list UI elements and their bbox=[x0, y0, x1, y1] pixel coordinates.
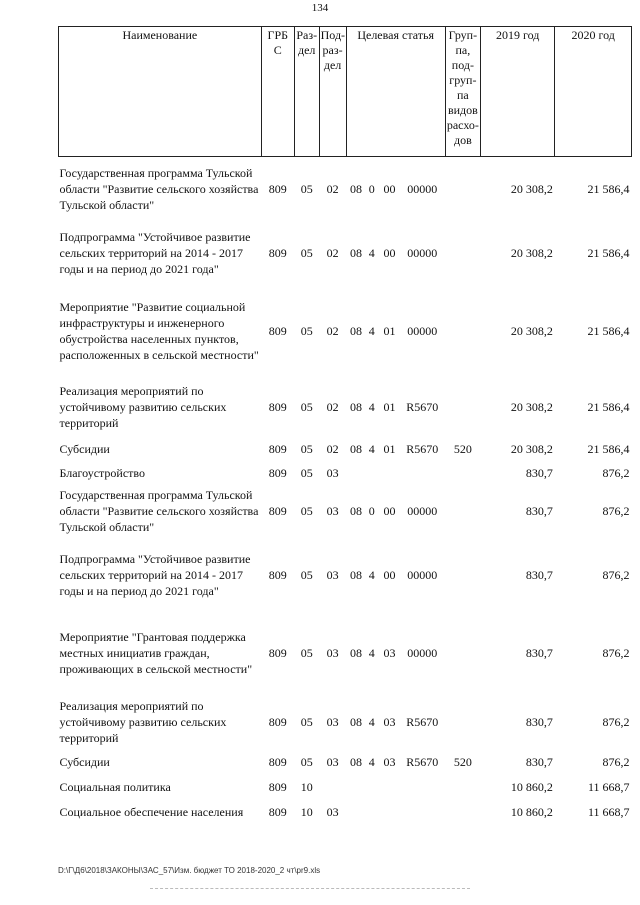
row-celevaya bbox=[346, 776, 445, 798]
budget-table bbox=[58, 26, 632, 826]
table-row bbox=[59, 611, 632, 696]
row-podrazdel: 03 bbox=[326, 754, 339, 769]
row-amount-2019: 20 308,2 bbox=[510, 399, 553, 414]
row-name: Реализация мероприятий по устойчивому развитию сельских территорий bbox=[59, 383, 227, 430]
row-vid-rashodov bbox=[445, 483, 480, 539]
header-name: Наименование bbox=[59, 27, 262, 157]
row-name: Благоустройство bbox=[59, 465, 146, 480]
celevaya-event: 01 bbox=[383, 324, 396, 338]
row-grbs: 809 bbox=[268, 567, 287, 582]
celevaya-program: 08 bbox=[350, 324, 363, 338]
table-row bbox=[59, 222, 632, 284]
row-vid-rashodov bbox=[445, 284, 480, 379]
row-grbs: 809 bbox=[268, 754, 287, 769]
table-row bbox=[59, 157, 632, 222]
celevaya-event: 00 bbox=[383, 567, 396, 582]
celevaya-event: 01 bbox=[383, 399, 396, 414]
row-name: Социальная политика bbox=[59, 779, 171, 794]
row-podrazdel: 02 bbox=[326, 182, 339, 197]
row-grbs: 809 bbox=[268, 804, 287, 819]
row-podrazdel: 02 bbox=[326, 399, 339, 414]
row-name: Реализация мероприятий по устойчивому развитию сельских территорий bbox=[59, 698, 227, 745]
celevaya-subprogram: 4 bbox=[368, 324, 375, 338]
celevaya-program: 08 bbox=[350, 245, 363, 260]
row-name: Субсидии bbox=[59, 441, 110, 456]
row-celevaya bbox=[346, 696, 445, 748]
row-vid-rashodov bbox=[445, 539, 480, 611]
celevaya-subprogram: 4 bbox=[368, 245, 375, 260]
row-razdel: 05 bbox=[300, 245, 313, 260]
row-grbs: 809 bbox=[268, 441, 287, 456]
row-amount-2020: 876,2 bbox=[602, 503, 630, 518]
row-amount-2019: 20 308,2 bbox=[510, 324, 553, 338]
celevaya-event: 00 bbox=[383, 245, 396, 260]
celevaya-event: 03 bbox=[383, 754, 396, 769]
row-celevaya bbox=[346, 284, 445, 379]
row-amount-2020: 876,2 bbox=[602, 754, 630, 769]
row-name: Мероприятие "Развитие социальной инфраструктуры и инженерного обустройства населенных пунктов, расположенных в сельской местности" bbox=[59, 300, 259, 362]
row-vid-rashodov: 520 bbox=[453, 441, 472, 456]
row-celevaya bbox=[346, 379, 445, 435]
row-celevaya bbox=[346, 463, 445, 483]
row-name: Мероприятие "Грантовая поддержка местных инициатив граждан, проживающих в сельской местности" bbox=[59, 630, 253, 676]
row-amount-2019: 10 860,2 bbox=[510, 779, 553, 794]
page-number: 134 bbox=[311, 2, 329, 14]
celevaya-direction: 00000 bbox=[407, 182, 438, 197]
row-amount-2020: 21 586,4 bbox=[587, 441, 630, 456]
row-podrazdel: 02 bbox=[326, 245, 339, 260]
row-vid-rashodov bbox=[445, 696, 480, 748]
row-amount-2020: 876,2 bbox=[602, 567, 630, 582]
row-vid-rashodov bbox=[445, 611, 480, 696]
celevaya-program: 08 bbox=[350, 754, 363, 769]
row-amount-2019: 20 308,2 bbox=[510, 245, 553, 260]
row-vid-rashodov: 520 bbox=[453, 754, 472, 769]
celevaya-direction: 00000 bbox=[407, 245, 438, 260]
row-amount-2020: 21 586,4 bbox=[587, 245, 630, 260]
celevaya-subprogram: 0 bbox=[368, 503, 375, 518]
row-amount-2019: 830,7 bbox=[525, 503, 553, 518]
celevaya-program: 08 bbox=[350, 567, 363, 582]
row-amount-2020: 876,2 bbox=[602, 714, 630, 729]
celevaya-direction: 00000 bbox=[407, 646, 438, 660]
celevaya-subprogram: 4 bbox=[368, 567, 375, 582]
row-podrazdel: 03 bbox=[326, 646, 339, 660]
row-celevaya bbox=[346, 748, 445, 776]
row-name: Подпрограмма "Устойчивое развитие сельских территорий на 2014 - 2017 годы и на период до 2021 года" bbox=[59, 551, 251, 598]
row-vid-rashodov bbox=[445, 463, 480, 483]
header-razdel: Раз-дел bbox=[294, 27, 319, 157]
celevaya-program: 08 bbox=[350, 182, 363, 197]
row-amount-2019: 10 860,2 bbox=[510, 804, 553, 819]
row-name: Субсидии bbox=[59, 754, 110, 769]
row-amount-2019: 830,7 bbox=[525, 465, 553, 480]
row-grbs: 809 bbox=[268, 324, 287, 338]
celevaya-subprogram: 4 bbox=[368, 646, 375, 660]
row-podrazdel: 03 bbox=[326, 804, 339, 819]
row-name: Социальное обеспечение населения bbox=[59, 804, 244, 819]
row-grbs: 809 bbox=[268, 465, 287, 480]
celevaya-program: 08 bbox=[350, 646, 363, 660]
celevaya-direction: 00000 bbox=[407, 503, 438, 518]
row-celevaya bbox=[346, 435, 445, 463]
header-gruppa: Груп-па, под-груп-па видов расхо-дов bbox=[445, 27, 480, 157]
table-row bbox=[59, 483, 632, 539]
celevaya-event: 00 bbox=[383, 182, 396, 197]
row-razdel: 05 bbox=[300, 646, 313, 660]
row-vid-rashodov bbox=[445, 157, 480, 222]
row-celevaya bbox=[346, 222, 445, 284]
row-celevaya bbox=[346, 483, 445, 539]
row-razdel: 10 bbox=[300, 779, 313, 794]
table-row bbox=[59, 284, 632, 379]
celevaya-program: 08 bbox=[350, 441, 363, 456]
scan-artifact-line bbox=[150, 888, 470, 890]
row-amount-2019: 20 308,2 bbox=[510, 441, 553, 456]
row-podrazdel: 03 bbox=[326, 714, 339, 729]
row-grbs: 809 bbox=[268, 714, 287, 729]
header-podrazdel: Под-раз-дел bbox=[319, 27, 346, 157]
row-celevaya bbox=[346, 611, 445, 696]
celevaya-event: 03 bbox=[383, 646, 396, 660]
row-celevaya bbox=[346, 798, 445, 826]
row-vid-rashodov bbox=[445, 776, 480, 798]
row-grbs: 809 bbox=[268, 399, 287, 414]
row-vid-rashodov bbox=[445, 222, 480, 284]
row-amount-2020: 21 586,4 bbox=[587, 399, 630, 414]
row-grbs: 809 bbox=[268, 182, 287, 197]
row-razdel: 05 bbox=[300, 567, 313, 582]
row-grbs: 809 bbox=[268, 646, 287, 660]
celevaya-event: 00 bbox=[383, 503, 396, 518]
row-amount-2019: 20 308,2 bbox=[510, 182, 553, 197]
celevaya-program: 08 bbox=[350, 503, 363, 518]
celevaya-program: 08 bbox=[350, 714, 363, 729]
row-grbs: 809 bbox=[268, 779, 287, 794]
celevaya-subprogram: 4 bbox=[368, 441, 375, 456]
header-celevaya: Целевая статья bbox=[346, 27, 445, 157]
row-razdel: 10 bbox=[300, 804, 313, 819]
celevaya-event: 01 bbox=[383, 441, 396, 456]
row-razdel: 05 bbox=[300, 503, 313, 518]
row-razdel: 05 bbox=[300, 441, 313, 456]
row-amount-2020: 11 668,7 bbox=[587, 779, 630, 794]
celevaya-subprogram: 4 bbox=[368, 754, 375, 769]
row-name: Государственная программа Тульской области "Развитие сельского хозяйства Тульской области" bbox=[59, 487, 259, 534]
row-vid-rashodov bbox=[445, 379, 480, 435]
row-podrazdel: 02 bbox=[326, 324, 339, 338]
celevaya-subprogram: 0 bbox=[368, 182, 375, 197]
row-vid-rashodov bbox=[445, 798, 480, 826]
table-row bbox=[59, 748, 632, 776]
row-amount-2019: 830,7 bbox=[525, 714, 553, 729]
header-year-2019: 2019 год bbox=[480, 27, 554, 157]
row-amount-2019: 830,7 bbox=[525, 567, 553, 582]
row-podrazdel: 02 bbox=[326, 441, 339, 456]
row-amount-2020: 11 668,7 bbox=[587, 804, 630, 819]
row-amount-2020: 21 586,4 bbox=[587, 324, 630, 338]
row-podrazdel bbox=[319, 776, 346, 798]
table-row bbox=[59, 776, 632, 798]
row-name: Подпрограмма "Устойчивое развитие сельских территорий на 2014 - 2017 годы и на период до 2021 года" bbox=[59, 229, 251, 276]
table-row bbox=[59, 798, 632, 826]
table-row bbox=[59, 696, 632, 748]
celevaya-direction: R5670 bbox=[406, 754, 439, 769]
row-razdel: 05 bbox=[300, 754, 313, 769]
row-grbs: 809 bbox=[268, 503, 287, 518]
file-path-footer: D:\Г\Д6\2018\ЗАКОНЫ\ЗАС_57\Изм. бюджет ТО 2018-2020_2 чт\pr9.xls bbox=[58, 866, 321, 875]
row-grbs: 809 bbox=[268, 245, 287, 260]
row-razdel: 05 bbox=[300, 324, 313, 338]
row-celevaya bbox=[346, 539, 445, 611]
row-podrazdel: 03 bbox=[326, 465, 339, 480]
row-razdel: 05 bbox=[300, 399, 313, 414]
celevaya-event: 03 bbox=[383, 714, 396, 729]
celevaya-direction: R5670 bbox=[406, 399, 439, 414]
row-podrazdel: 03 bbox=[326, 567, 339, 582]
celevaya-program: 08 bbox=[350, 399, 363, 414]
table-row bbox=[59, 463, 632, 483]
row-amount-2019: 830,7 bbox=[525, 646, 553, 660]
row-celevaya bbox=[346, 157, 445, 222]
table-row bbox=[59, 379, 632, 435]
table-row bbox=[59, 435, 632, 463]
celevaya-subprogram: 4 bbox=[368, 714, 375, 729]
row-podrazdel: 03 bbox=[326, 503, 339, 518]
row-amount-2020: 21 586,4 bbox=[587, 182, 630, 197]
row-amount-2020: 876,2 bbox=[602, 465, 630, 480]
celevaya-direction: 00000 bbox=[407, 324, 438, 338]
table-header-row bbox=[59, 27, 632, 157]
celevaya-direction: R5670 bbox=[406, 441, 439, 456]
celevaya-subprogram: 4 bbox=[368, 399, 375, 414]
table-row bbox=[59, 539, 632, 611]
celevaya-direction: R5670 bbox=[406, 714, 439, 729]
row-amount-2020: 876,2 bbox=[602, 646, 630, 660]
row-name: Государственная программа Тульской области "Развитие сельского хозяйства Тульской области" bbox=[59, 166, 259, 213]
header-grbs: ГРБ С bbox=[261, 27, 294, 157]
row-razdel: 05 bbox=[300, 714, 313, 729]
row-amount-2019: 830,7 bbox=[525, 754, 553, 769]
row-razdel: 05 bbox=[300, 182, 313, 197]
header-year-2020: 2020 год bbox=[555, 27, 632, 157]
row-razdel: 05 bbox=[300, 465, 313, 480]
celevaya-direction: 00000 bbox=[407, 567, 438, 582]
